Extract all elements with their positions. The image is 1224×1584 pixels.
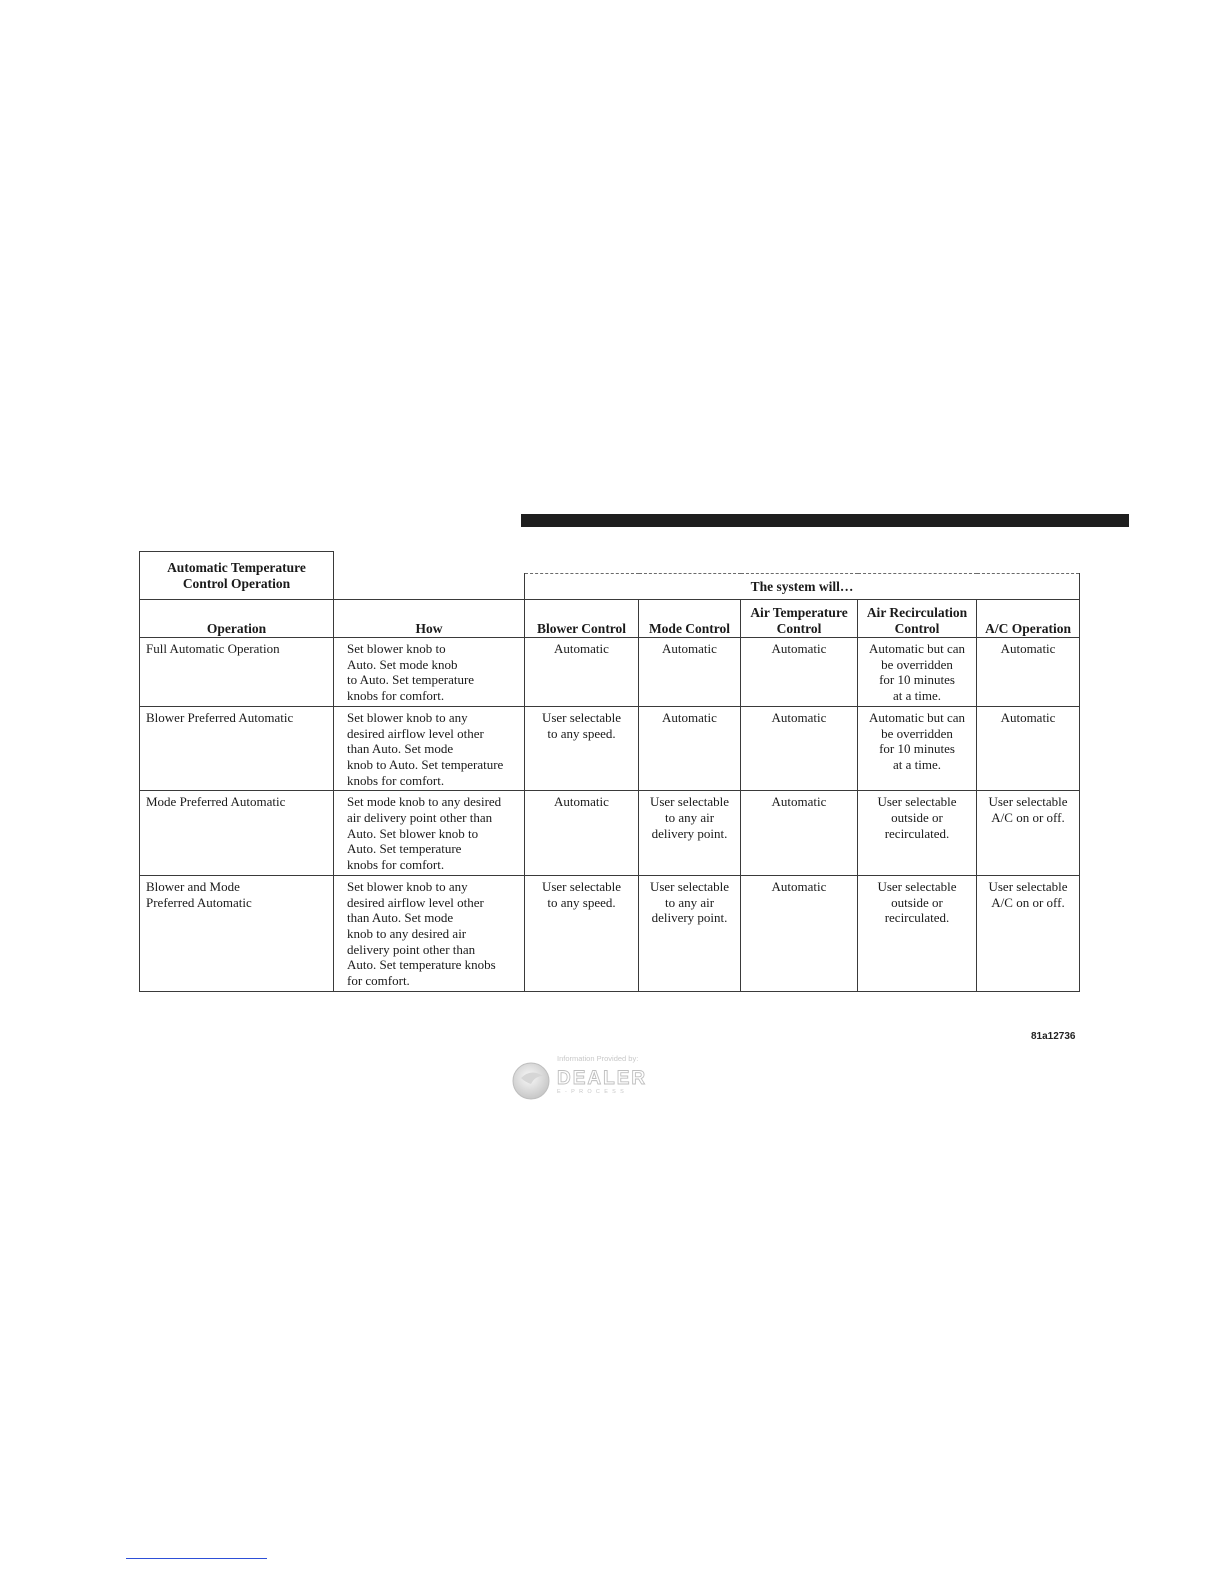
blank-spacer xyxy=(334,574,525,600)
temperature-control-table xyxy=(139,551,1080,992)
ac-operation-cell: User selectable A/C on or off. xyxy=(977,875,1080,991)
how-cell: Set blower knob to any desired airflow level other than Auto. Set mode knob to any desired air delivery point other than Auto. Set temperature knobs for comfort. xyxy=(334,875,525,991)
ac-operation-cell: User selectable A/C on or off. xyxy=(977,791,1080,876)
blower-control-cell: Automatic xyxy=(525,791,639,876)
column-header-mode-control: Mode Control xyxy=(639,600,741,638)
blower-control-cell: User selectable to any speed. xyxy=(525,706,639,791)
operation-cell: Blower Preferred Automatic xyxy=(140,706,334,791)
blower-control-cell: User selectable to any speed. xyxy=(525,875,639,991)
mode-control-cell: User selectable to any air delivery point. xyxy=(639,875,741,991)
blower-control-cell: Automatic xyxy=(525,638,639,707)
blank-spacer xyxy=(334,552,1080,574)
air-temperature-cell: Automatic xyxy=(741,791,858,876)
mode-control-cell: Automatic xyxy=(639,638,741,707)
section-header-bar xyxy=(521,514,1129,527)
column-header-air-recirculation-control: Air Recirculation Control xyxy=(858,600,977,638)
table-row xyxy=(140,706,1080,791)
air-recirculation-cell: Automatic but can be overridden for 10 minutes at a time. xyxy=(858,638,977,707)
temperature-control-table-container xyxy=(139,551,1079,992)
footer-link-underline xyxy=(126,1558,267,1559)
table-row xyxy=(140,875,1080,991)
column-header-ac-operation: A/C Operation xyxy=(977,600,1080,638)
table-row xyxy=(140,791,1080,876)
air-recirculation-cell: Automatic but can be overridden for 10 minutes at a time. xyxy=(858,706,977,791)
table-row xyxy=(140,638,1080,707)
air-recirculation-cell: User selectable outside or recirculated. xyxy=(858,791,977,876)
dealer-watermark xyxy=(511,1054,691,1104)
air-temperature-cell: Automatic xyxy=(741,706,858,791)
mode-control-cell: User selectable to any air delivery point. xyxy=(639,791,741,876)
svg-text:E-PROCESS: E-PROCESS xyxy=(557,1089,629,1095)
how-cell: Set blower knob to Auto. Set mode knob to Auto. Set temperature knobs for comfort. xyxy=(334,638,525,707)
watermark-caption: Information Provided by: xyxy=(557,1054,639,1063)
operation-cell: Full Automatic Operation xyxy=(140,638,334,707)
svg-text:DEALER: DEALER xyxy=(557,1068,648,1089)
how-cell: Set mode knob to any desired air delivery point other than Auto. Set blower knob to Auto. Set temperature knobs for comfort. xyxy=(334,791,525,876)
column-header-operation: Operation xyxy=(140,600,334,638)
ac-operation-cell: Automatic xyxy=(977,638,1080,707)
air-temperature-cell: Automatic xyxy=(741,638,858,707)
column-header-blower-control: Blower Control xyxy=(525,600,639,638)
operation-cell: Mode Preferred Automatic xyxy=(140,791,334,876)
mode-control-cell: Automatic xyxy=(639,706,741,791)
air-temperature-cell: Automatic xyxy=(741,875,858,991)
how-cell: Set blower knob to any desired airflow level other than Auto. Set mode knob to Auto. Set temperature knobs for comfort. xyxy=(334,706,525,791)
ac-operation-cell: Automatic xyxy=(977,706,1080,791)
column-header-how: How xyxy=(334,600,525,638)
figure-id: 81a12736 xyxy=(1031,1031,1076,1042)
air-recirculation-cell: User selectable outside or recirculated. xyxy=(858,875,977,991)
system-will-header: The system will… xyxy=(525,574,1080,600)
operation-cell: Blower and Mode Preferred Automatic xyxy=(140,875,334,991)
table-title: Automatic Temperature Control Operation xyxy=(140,552,334,600)
column-header-air-temperature-control: Air Temperature Control xyxy=(741,600,858,638)
